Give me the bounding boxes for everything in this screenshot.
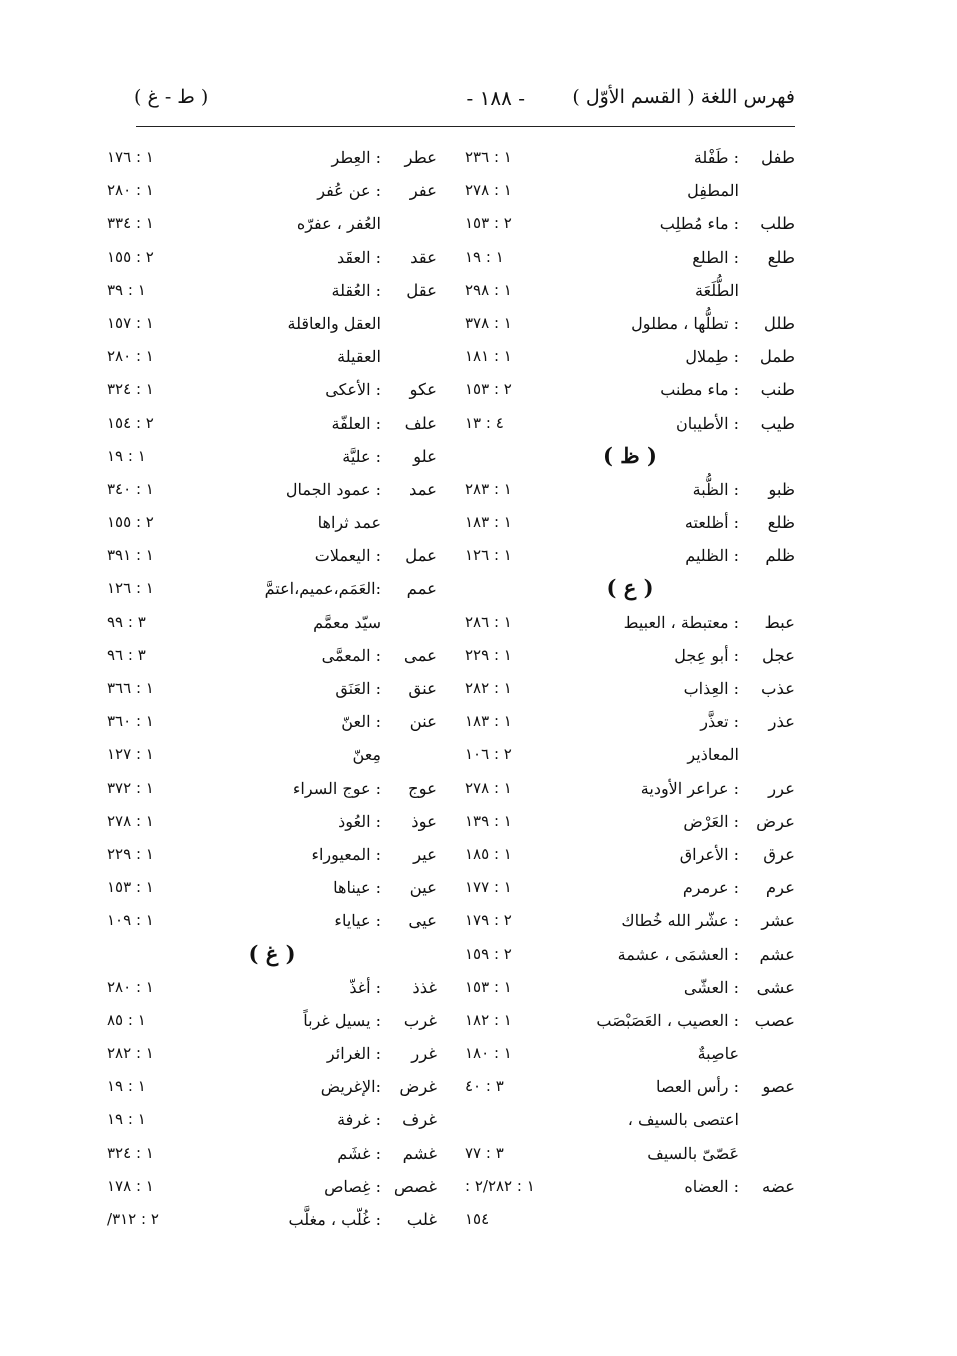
index-entry [465, 310, 795, 343]
index-entry [107, 642, 437, 675]
entry-word: : أبو عِجل [674, 645, 739, 665]
entry-reference: ١ : ١٥٧ [107, 313, 154, 332]
root-word: عنق [408, 679, 437, 698]
entry-word: : طَفْلة [693, 148, 739, 167]
index-entry [465, 741, 795, 774]
root-word: طنب [760, 380, 795, 400]
entry-reference: ١ : ٣٦٦ [107, 679, 154, 697]
entry-reference: ٢ : ١٧٩ [465, 911, 512, 930]
index-entry [107, 907, 437, 940]
index-entry [107, 177, 437, 210]
entry-reference: ٣ : ٧٧ [465, 1143, 504, 1162]
entry-reference: ١ : ٢٩٨ [465, 280, 512, 299]
entry-word: : العِطر [331, 148, 381, 167]
index-entry [465, 1073, 795, 1106]
entry-word: : العَرْض [683, 811, 739, 831]
root-word: ظلع [767, 513, 795, 533]
root-word: عجل [762, 645, 795, 665]
entry-word: : العُوذ [338, 811, 381, 831]
entry-reference: ٢ : ٣١٢/ [107, 1210, 159, 1228]
index-entry [107, 244, 437, 277]
index-entry [107, 542, 437, 575]
entry-reference: ١ : ١٨٥ [465, 844, 512, 863]
entry-word: : عليَّة [342, 446, 381, 466]
entry-word: :الإغريض [320, 1077, 381, 1097]
index-entry [465, 974, 795, 1007]
index-entry [465, 1206, 795, 1239]
entry-word: : عوج السراء [292, 778, 381, 798]
index-entry [107, 1206, 437, 1239]
root-word: عضه [762, 1176, 795, 1196]
entry-word: المطفِل [687, 181, 739, 201]
index-entry [465, 841, 795, 874]
root-word: عفر [409, 181, 437, 201]
entry-word: : اليعملات [314, 546, 381, 566]
entry-word: : أظلعته [684, 513, 739, 533]
index-entry [107, 376, 437, 409]
entry-reference: ٢ : ١٥٤ [107, 413, 154, 432]
index-entry [107, 343, 437, 376]
entry-word: : عياياء [334, 911, 381, 931]
index-entry [107, 1073, 437, 1106]
root-word: عصب [754, 1010, 795, 1030]
root-word: غشم [402, 1143, 437, 1163]
entry-word: : العصيب ، العَصَبْصَب [596, 1010, 739, 1030]
entry-reference: ١ : ١٢٦ [107, 579, 154, 598]
entry-reference: ١ : ٣٦٠ [107, 712, 154, 731]
header-rule [136, 126, 795, 127]
entry-word: : غشَم [337, 1143, 381, 1163]
entry-word: : المعيوراء [311, 844, 381, 864]
entry-word: : العنّ [341, 712, 381, 732]
index-entry [465, 941, 795, 974]
entry-word: العقل والعاقلة [287, 313, 381, 333]
index-entry [465, 675, 795, 708]
entry-reference: ٤ : ١٣ [465, 413, 504, 432]
entry-word: : عراعر الأودية [640, 778, 739, 798]
entry-reference: ٣ : ٩٩ [107, 612, 146, 631]
entry-word: : عيناها [333, 878, 381, 898]
letter-section-heading [107, 941, 437, 974]
index-entry [107, 1106, 437, 1139]
root-word: عشى [756, 977, 795, 997]
letter-section-heading [465, 575, 795, 608]
index-column-left [107, 144, 437, 1239]
root-word: طلب [760, 214, 795, 234]
index-entry [107, 675, 437, 708]
entry-reference: ١ : ٣٩ [107, 280, 146, 299]
entry-reference: ٢ : ١٥٣ [465, 214, 512, 233]
index-entry [465, 277, 795, 310]
index-entry [465, 244, 795, 277]
index-entry [107, 575, 437, 608]
root-word: عمم [406, 579, 437, 599]
index-entry [465, 874, 795, 907]
root-word: عصو [762, 1077, 795, 1097]
index-entry [107, 310, 437, 343]
root-word: غذذ [412, 977, 437, 997]
index-entry [465, 609, 795, 642]
index-entry [107, 1007, 437, 1040]
root-word: علف [404, 413, 437, 433]
entry-word: : العلفّة [331, 413, 381, 433]
entry-reference: ١ : ٢٧٨ [465, 778, 512, 797]
entry-word: : تعذَّر [700, 712, 739, 732]
entry-word: : ماء مُطلِب [659, 214, 739, 234]
entry-word: : الأعراق [679, 844, 739, 864]
entry-word: سيّد معمَّم [313, 612, 381, 632]
index-entry [107, 277, 437, 310]
index-entry [107, 775, 437, 808]
index-entry [465, 542, 795, 575]
entry-reference: ١ : ٣٣٤ [107, 214, 154, 233]
root-word: عشر [761, 911, 795, 931]
root-word: عمل [405, 546, 437, 566]
index-entry [465, 775, 795, 808]
entry-word: : رأس العصا [655, 1077, 739, 1097]
entry-word: : العِذاب [683, 679, 739, 698]
entry-reference: ١ : ٢٨٦ [465, 612, 512, 631]
root-word: ظلم [765, 546, 795, 566]
entry-word: : العُقلة [331, 280, 381, 300]
root-word: غرض [399, 1077, 437, 1097]
root-word: طفل [761, 148, 795, 167]
entry-reference: ١ : ١٨٠ [465, 1044, 512, 1063]
index-entry [465, 476, 795, 509]
page-number: - ١٨٨ - [466, 86, 525, 110]
entry-word: : الأعكى [325, 380, 381, 400]
entry-reference: ١ : ٢٨٠ [107, 347, 154, 366]
entry-reference: ٢ : ١٥٥ [107, 513, 154, 532]
root-word: عمد [408, 479, 437, 499]
section-letter: ( غ ) [248, 940, 296, 966]
root-word: عرر [768, 778, 795, 798]
entry-reference: ١ : ١٨٣ [465, 513, 512, 532]
index-entry [107, 808, 437, 841]
entry-reference: ١ : ١٥٣ [465, 977, 512, 996]
page-header [0, 86, 957, 120]
root-word: عشم [759, 944, 795, 964]
index-entry [107, 609, 437, 642]
entry-word: : المعمَّى [321, 645, 381, 665]
entry-reference: ١ : ٣٧٢ [107, 778, 154, 797]
index-entry [107, 1173, 437, 1206]
index-entry [107, 509, 437, 542]
entry-word: : غُلّب ، مغلَّب [288, 1210, 381, 1229]
index-entry [465, 1007, 795, 1040]
index-entry [107, 476, 437, 509]
root-word: عذر [768, 712, 795, 732]
root-word: عوج [407, 778, 437, 798]
entry-reference: ٢ : ١٥٣ [465, 380, 512, 399]
root-word: عطر [404, 148, 437, 167]
root-word: طلع [767, 247, 795, 267]
entry-word: : عشّر الله خُطاك [621, 911, 739, 931]
entry-word: : طِملال [685, 347, 739, 367]
entry-reference: ١ : ٨٥ [107, 1010, 146, 1029]
entry-reference: ١ : ٢٨٢ [465, 679, 512, 697]
entry-reference: ١ : ٣٩١ [107, 546, 154, 565]
root-word: عكو [409, 380, 437, 400]
index-entry [465, 177, 795, 210]
entry-reference: ١ : ٢٧٨ [107, 811, 154, 830]
index-entry [107, 443, 437, 476]
index-entry [107, 741, 437, 774]
entry-reference: ١ : ٢٢٩ [465, 645, 512, 664]
entry-word: المعاذير [687, 745, 739, 765]
running-title: فهرس اللغة ( القسم الأوّل ) [572, 86, 795, 108]
root-word: طلل [763, 313, 795, 333]
entry-reference: ١ : ١٧٨ [107, 1176, 154, 1195]
entry-reference: ١ : ١٢٧ [107, 745, 154, 764]
entry-word: : غرفة [337, 1110, 381, 1130]
entry-reference: ١ : ٢٨٠ [107, 181, 154, 200]
entry-reference: ١ : ١٩ [107, 1077, 146, 1096]
entry-word: العقيلة [337, 347, 381, 367]
entry-word: : ماء مطنب [660, 380, 739, 400]
entry-word: : العَنَق [335, 679, 381, 698]
entry-word: : عرمرم [682, 878, 739, 898]
entry-word: : غِصاص [324, 1176, 381, 1196]
entry-reference: ١ : ٢٨٠ [107, 977, 154, 996]
entry-reference: ٣ : ٤٠ [465, 1077, 504, 1096]
entry-reference: ١ : ٣٧٨ [465, 313, 512, 332]
entry-word: : الطلع [692, 247, 739, 267]
entry-word: : الأطيبان [675, 413, 739, 433]
root-word: طيب [760, 413, 795, 433]
index-entry [107, 1040, 437, 1073]
root-word: طمل [759, 347, 795, 367]
entry-word: العُفر ، عفرّه [296, 214, 381, 234]
root-word: عرض [756, 811, 795, 831]
entry-word: :العَمَم،عميم،اعتمَّ [264, 579, 381, 599]
root-word: ظبو [768, 479, 795, 499]
index-entry [107, 410, 437, 443]
index-column-right [465, 144, 795, 1239]
entry-reference: ١ : ١٨١ [465, 347, 512, 366]
index-entry [465, 410, 795, 443]
root-word: عذب [760, 679, 795, 698]
entry-reference: ١ : ٢٨٣ [465, 479, 512, 498]
root-word: غرف [402, 1110, 437, 1130]
index-entry [107, 1140, 437, 1173]
entry-reference: ١٥٤ [465, 1210, 490, 1228]
index-entry [107, 708, 437, 741]
index-entry [465, 1040, 795, 1073]
entry-word: عمد ثراها [317, 513, 381, 533]
index-entry [465, 343, 795, 376]
entry-reference: ١ : ١٨٢ [465, 1010, 512, 1029]
index-entry [107, 974, 437, 1007]
index-entry [465, 808, 795, 841]
entry-reference: ١ : ٣٢٤ [107, 380, 154, 399]
index-entry [107, 144, 437, 177]
entry-reference: ١ : ٣٤٠ [107, 479, 154, 498]
root-word: غرب [403, 1010, 437, 1030]
entry-word: الطُّلَعَة [694, 280, 739, 300]
entry-word: مِعنّ [352, 745, 381, 765]
root-word: عين [409, 878, 437, 898]
entry-reference: ١ : ١٧٧ [465, 878, 512, 897]
entry-word: : يسيل غرباً [303, 1010, 381, 1030]
entry-reference: ١ : ١٩ [107, 446, 146, 465]
entry-word: : العضاه [684, 1176, 739, 1196]
entry-reference: ١ : ١٩ [107, 1110, 146, 1129]
entry-word: عاصِبةٌ [697, 1044, 739, 1064]
root-word: عنن [409, 712, 437, 732]
root-word: عقل [406, 280, 437, 300]
entry-reference: ١ : ٢٧٨ [465, 181, 512, 200]
entry-reference: ١ : ١٣٩ [465, 811, 512, 830]
entry-reference: ١ : ١٨٣ [465, 712, 512, 731]
root-word: عيى [408, 911, 437, 931]
entry-reference: ١ : ١٧٦ [107, 148, 154, 166]
entry-word: : عمود الجمال [285, 479, 381, 499]
entry-word: : العشّى [683, 977, 739, 997]
entry-reference: ٣ : ٩٦ [107, 645, 146, 664]
root-word: غصص [393, 1176, 437, 1196]
letter-section-heading [465, 443, 795, 476]
root-word: عير [413, 844, 437, 864]
index-entry [465, 708, 795, 741]
index-entry [465, 642, 795, 675]
entry-reference: ١ : ٢٣٦ [465, 148, 512, 166]
entry-reference: ١ : ٢٢٩ [107, 844, 154, 863]
entry-reference: ١ : ٢/٢٨٢ : [465, 1176, 535, 1195]
root-word: عوذ [411, 811, 437, 831]
entry-word: : الظُّبة [692, 479, 739, 499]
entry-reference: ٢ : ١٥٥ [107, 247, 154, 266]
entry-reference: ١ : ٢٨٢ [107, 1044, 154, 1063]
section-letter: ( ظ ) [603, 442, 657, 468]
entry-word: : الغرائر [326, 1044, 381, 1064]
index-entry [465, 1106, 795, 1139]
root-word: عقد [410, 247, 437, 267]
entry-reference: ١ : ٣٢٤ [107, 1143, 154, 1162]
root-word: عبط [764, 612, 795, 632]
index-entry [465, 907, 795, 940]
entry-reference: ١ : ١٢٦ [465, 546, 512, 565]
root-word: غرر [411, 1044, 437, 1064]
root-word: علو [413, 446, 437, 466]
index-entry [465, 210, 795, 243]
index-entry [465, 1173, 795, 1206]
index-entry [107, 841, 437, 874]
entry-reference: ١ : ١٠٩ [107, 911, 154, 930]
entry-word: : الظليم [685, 546, 739, 566]
root-word: عرم [765, 878, 795, 898]
index-entry [465, 144, 795, 177]
entry-word: : معتبطة ، العبيط [623, 612, 739, 632]
entry-word: : العشمَى ، عشمة [617, 944, 739, 964]
root-word: عمى [403, 645, 437, 665]
entry-reference: ١ : ١٩ [465, 247, 504, 266]
entry-reference: ٢ : ١٥٩ [465, 944, 512, 963]
entry-word: : تطلُّها ، مطلول [631, 313, 739, 333]
entry-word: : أغذّ [349, 977, 381, 997]
root-word: غلب [406, 1210, 437, 1229]
entry-word: عَصّىّ بالسيف [647, 1143, 739, 1163]
index-entry [465, 376, 795, 409]
entry-word: : عن عُفر [317, 181, 381, 201]
section-letter: ( ع ) [606, 575, 654, 601]
index-entry [107, 874, 437, 907]
index-entry [465, 1140, 795, 1173]
root-word: عرق [763, 844, 795, 864]
entry-reference: ٢ : ١٠٦ [465, 745, 512, 764]
entry-word: : العقَد [336, 247, 381, 267]
letter-range: ( ط - غ ) [134, 86, 209, 108]
index-entry [107, 210, 437, 243]
index-entry [465, 509, 795, 542]
entry-word: اعتصى بالسيف ، [627, 1110, 739, 1130]
entry-reference: ١ : ١٥٣ [107, 878, 154, 897]
